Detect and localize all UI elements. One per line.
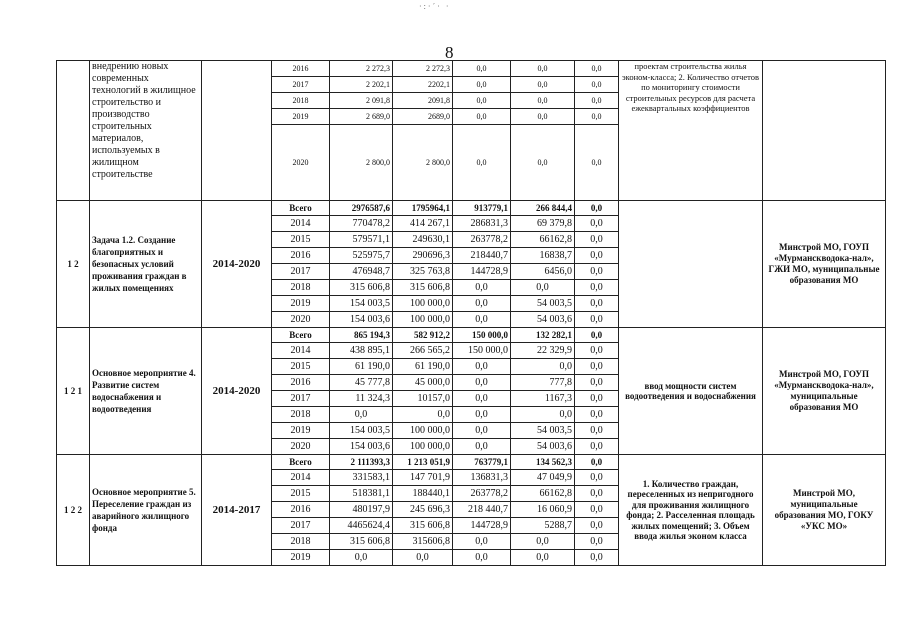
year-cell: 2014: [272, 343, 330, 359]
year-cell: 2017: [272, 518, 330, 534]
indicators-cell: проектам строительства жилья эконом-класса; 2. Количество отчетов по мониторингу стоимости строительных ресурсов для расчета ежеквартальных коэффициентов: [619, 61, 763, 201]
value-regional: 0,0: [393, 407, 453, 423]
value-regional: 249630,1: [393, 232, 453, 248]
value-local: 266 844,4: [511, 201, 575, 216]
period: [202, 61, 272, 201]
value-total: 154 003,6: [330, 312, 393, 328]
value-other: 0,0: [575, 375, 619, 391]
value-total: 0,0: [330, 550, 393, 566]
row-id: 1 2: [57, 201, 90, 328]
indicators-cell: [619, 201, 763, 328]
measure-description: Задача 1.2. Создание благоприятных и безопасных условий проживания граждан в жилых помещениях: [90, 201, 202, 328]
value-federal: 763779,1: [453, 455, 511, 470]
value-federal: 144728,9: [453, 264, 511, 280]
value-other: 0,0: [575, 328, 619, 343]
value-total: 2 202,1: [330, 77, 393, 93]
value-local: 132 282,1: [511, 328, 575, 343]
value-regional: 245 696,3: [393, 502, 453, 518]
executors-cell: Минстрой МО, муниципальные образования МО, ГОКУ «УКС МО»: [763, 455, 886, 566]
value-total: 11 324,3: [330, 391, 393, 407]
value-regional: 0,0: [393, 550, 453, 566]
value-regional: 147 701,9: [393, 470, 453, 486]
year-cell: 2020: [272, 312, 330, 328]
value-other: 0,0: [575, 93, 619, 109]
value-total: 154 003,5: [330, 296, 393, 312]
measure-description: Основное мероприятие 5. Переселение граждан из аварийного жилищного фонда: [90, 455, 202, 566]
value-regional: 45 000,0: [393, 375, 453, 391]
value-other: 0,0: [575, 407, 619, 423]
value-regional: 100 000,0: [393, 439, 453, 455]
value-total: 0,0: [330, 407, 393, 423]
scan-mark: ·:·´· ·: [419, 2, 451, 11]
year-cell: 2017: [272, 77, 330, 93]
value-other: 0,0: [575, 470, 619, 486]
year-cell: 2019: [272, 550, 330, 566]
value-total: 579571,1: [330, 232, 393, 248]
table-row-total: [57, 328, 886, 343]
value-other: 0,0: [575, 248, 619, 264]
value-federal: 136831,3: [453, 470, 511, 486]
period: 2014-2020: [202, 328, 272, 455]
year-cell: 2016: [272, 248, 330, 264]
value-total: 154 003,5: [330, 423, 393, 439]
value-federal: 0,0: [453, 359, 511, 375]
year-cell: 2016: [272, 502, 330, 518]
value-other: 0,0: [575, 455, 619, 470]
value-other: 0,0: [575, 439, 619, 455]
value-local: 0,0: [511, 61, 575, 77]
year-cell: 2018: [272, 407, 330, 423]
executors-cell: Минстрой МО, ГОУП «Мурманскводока-нал», ГЖИ МО, муниципальные образования МО: [763, 201, 886, 328]
value-federal: 218440,7: [453, 248, 511, 264]
program-table: [56, 60, 886, 566]
value-other: 0,0: [575, 264, 619, 280]
value-other: 0,0: [575, 125, 619, 201]
year-cell: 2017: [272, 391, 330, 407]
value-local: 0,0: [511, 280, 575, 296]
value-local: 54 003,5: [511, 423, 575, 439]
value-federal: 150 000,0: [453, 343, 511, 359]
year-cell: 2018: [272, 534, 330, 550]
value-other: 0,0: [575, 343, 619, 359]
value-local: 16 060,9: [511, 502, 575, 518]
value-total: 770478,2: [330, 216, 393, 232]
table-row-total: [57, 201, 886, 216]
year-cell: 2017: [272, 264, 330, 280]
value-federal: 0,0: [453, 391, 511, 407]
value-federal: 0,0: [453, 77, 511, 93]
year-cell: Всего: [272, 201, 330, 216]
value-local: 5288,7: [511, 518, 575, 534]
value-federal: 0,0: [453, 109, 511, 125]
value-regional: 266 565,2: [393, 343, 453, 359]
value-other: 0,0: [575, 201, 619, 216]
value-regional: 100 000,0: [393, 423, 453, 439]
executors-cell: Минстрой МО, ГОУП «Мурманскводока-нал», муниципальные образования МО: [763, 328, 886, 455]
value-local: 0,0: [511, 407, 575, 423]
value-total: 2 272,3: [330, 61, 393, 77]
value-other: 0,0: [575, 534, 619, 550]
value-regional: 10157,0: [393, 391, 453, 407]
value-local: 0,0: [511, 359, 575, 375]
value-total: 2 091,8: [330, 93, 393, 109]
value-federal: 0,0: [453, 550, 511, 566]
measure-description: внедрению новых современных технологий в жилищное строительство и производство строительных материалов, используемых в жилищном строительстве: [90, 61, 202, 201]
value-total: 4465624,4: [330, 518, 393, 534]
value-federal: 0,0: [453, 439, 511, 455]
value-other: 0,0: [575, 232, 619, 248]
value-other: 0,0: [575, 61, 619, 77]
value-regional: 2689,0: [393, 109, 453, 125]
value-other: 0,0: [575, 423, 619, 439]
value-other: 0,0: [575, 502, 619, 518]
value-local: 0,0: [511, 109, 575, 125]
value-other: 0,0: [575, 518, 619, 534]
year-cell: 2020: [272, 439, 330, 455]
value-federal: 0,0: [453, 296, 511, 312]
value-federal: 0,0: [453, 61, 511, 77]
value-other: 0,0: [575, 550, 619, 566]
value-other: 0,0: [575, 77, 619, 93]
value-federal: 150 000,0: [453, 328, 511, 343]
executors-cell: [763, 61, 886, 201]
table-row-total: [57, 455, 886, 470]
value-local: 54 003,6: [511, 312, 575, 328]
value-other: 0,0: [575, 391, 619, 407]
value-local: 54 003,5: [511, 296, 575, 312]
value-local: 0,0: [511, 125, 575, 201]
value-total: 518381,1: [330, 486, 393, 502]
value-other: 0,0: [575, 296, 619, 312]
value-regional: 2 800,0: [393, 125, 453, 201]
value-federal: 0,0: [453, 534, 511, 550]
value-federal: 0,0: [453, 375, 511, 391]
value-local: 134 562,3: [511, 455, 575, 470]
indicators-cell: 1. Количество граждан, переселенных из непригодного для проживания жилищного фонда; 2. Расселенная площадь жилых помещений; 3. Объем ввода жилья эконом класса: [619, 455, 763, 566]
value-federal: 263778,2: [453, 486, 511, 502]
value-regional: 290696,3: [393, 248, 453, 264]
year-cell: 2015: [272, 359, 330, 375]
table-row: [57, 61, 886, 77]
year-cell: 2018: [272, 280, 330, 296]
value-regional: 2202,1: [393, 77, 453, 93]
value-local: 16838,7: [511, 248, 575, 264]
value-regional: 1795964,1: [393, 201, 453, 216]
value-federal: 0,0: [453, 280, 511, 296]
value-regional: 315 606,8: [393, 518, 453, 534]
value-regional: 100 000,0: [393, 312, 453, 328]
value-total: 525975,7: [330, 248, 393, 264]
value-regional: 2091,8: [393, 93, 453, 109]
value-federal: 263778,2: [453, 232, 511, 248]
value-total: 2 800,0: [330, 125, 393, 201]
value-regional: 1 213 051,9: [393, 455, 453, 470]
value-local: 66162,8: [511, 232, 575, 248]
year-cell: 2018: [272, 93, 330, 109]
year-cell: 2014: [272, 216, 330, 232]
year-cell: 2014: [272, 470, 330, 486]
value-total: 438 895,1: [330, 343, 393, 359]
value-total: 480197,9: [330, 502, 393, 518]
value-federal: 0,0: [453, 312, 511, 328]
value-federal: 286831,3: [453, 216, 511, 232]
value-regional: 100 000,0: [393, 296, 453, 312]
value-total: 45 777,8: [330, 375, 393, 391]
year-cell: 2019: [272, 423, 330, 439]
year-cell: 2016: [272, 375, 330, 391]
value-federal: 144728,9: [453, 518, 511, 534]
value-local: 54 003,6: [511, 439, 575, 455]
value-total: 315 606,8: [330, 534, 393, 550]
value-total: 331583,1: [330, 470, 393, 486]
value-other: 0,0: [575, 216, 619, 232]
value-federal: 913779,1: [453, 201, 511, 216]
value-local: 47 049,9: [511, 470, 575, 486]
value-total: 476948,7: [330, 264, 393, 280]
value-local: 0,0: [511, 534, 575, 550]
period: 2014-2020: [202, 201, 272, 328]
value-regional: 325 763,8: [393, 264, 453, 280]
value-federal: 0,0: [453, 93, 511, 109]
value-local: 0,0: [511, 77, 575, 93]
year-cell: Всего: [272, 455, 330, 470]
indicators-cell: ввод мощности систем водоотведения и водоснабжения: [619, 328, 763, 455]
value-local: 1167,3: [511, 391, 575, 407]
value-federal: 0,0: [453, 125, 511, 201]
value-local: 777,8: [511, 375, 575, 391]
value-total: 2976587,6: [330, 201, 393, 216]
value-local: 22 329,9: [511, 343, 575, 359]
value-total: 154 003,6: [330, 439, 393, 455]
value-federal: 0,0: [453, 407, 511, 423]
value-regional: 315606,8: [393, 534, 453, 550]
value-local: 66162,8: [511, 486, 575, 502]
value-federal: 218 440,7: [453, 502, 511, 518]
value-local: 6456,0: [511, 264, 575, 280]
value-regional: 188440,1: [393, 486, 453, 502]
measure-description: Основное мероприятие 4. Развитие систем водоснабжения и водоотведения: [90, 328, 202, 455]
year-cell: 2019: [272, 296, 330, 312]
value-regional: 582 912,2: [393, 328, 453, 343]
year-cell: 2019: [272, 109, 330, 125]
value-regional: 315 606,8: [393, 280, 453, 296]
year-cell: 2015: [272, 486, 330, 502]
value-local: 69 379,8: [511, 216, 575, 232]
row-id: [57, 61, 90, 201]
value-other: 0,0: [575, 312, 619, 328]
year-cell: 2020: [272, 125, 330, 201]
value-regional: 414 267,1: [393, 216, 453, 232]
value-regional: 61 190,0: [393, 359, 453, 375]
value-other: 0,0: [575, 280, 619, 296]
value-federal: 0,0: [453, 423, 511, 439]
year-cell: 2016: [272, 61, 330, 77]
value-local: 0,0: [511, 550, 575, 566]
value-total: 61 190,0: [330, 359, 393, 375]
page-number: 8: [445, 43, 454, 62]
value-total: 865 194,3: [330, 328, 393, 343]
value-total: 2 111393,3: [330, 455, 393, 470]
value-other: 0,0: [575, 109, 619, 125]
row-id: 1 2 2: [57, 455, 90, 566]
year-cell: Всего: [272, 328, 330, 343]
period: 2014-2017: [202, 455, 272, 566]
value-local: 0,0: [511, 93, 575, 109]
value-other: 0,0: [575, 486, 619, 502]
value-total: 315 606,8: [330, 280, 393, 296]
value-total: 2 689,0: [330, 109, 393, 125]
year-cell: 2015: [272, 232, 330, 248]
value-other: 0,0: [575, 359, 619, 375]
row-id: 1 2 1: [57, 328, 90, 455]
value-regional: 2 272,3: [393, 61, 453, 77]
